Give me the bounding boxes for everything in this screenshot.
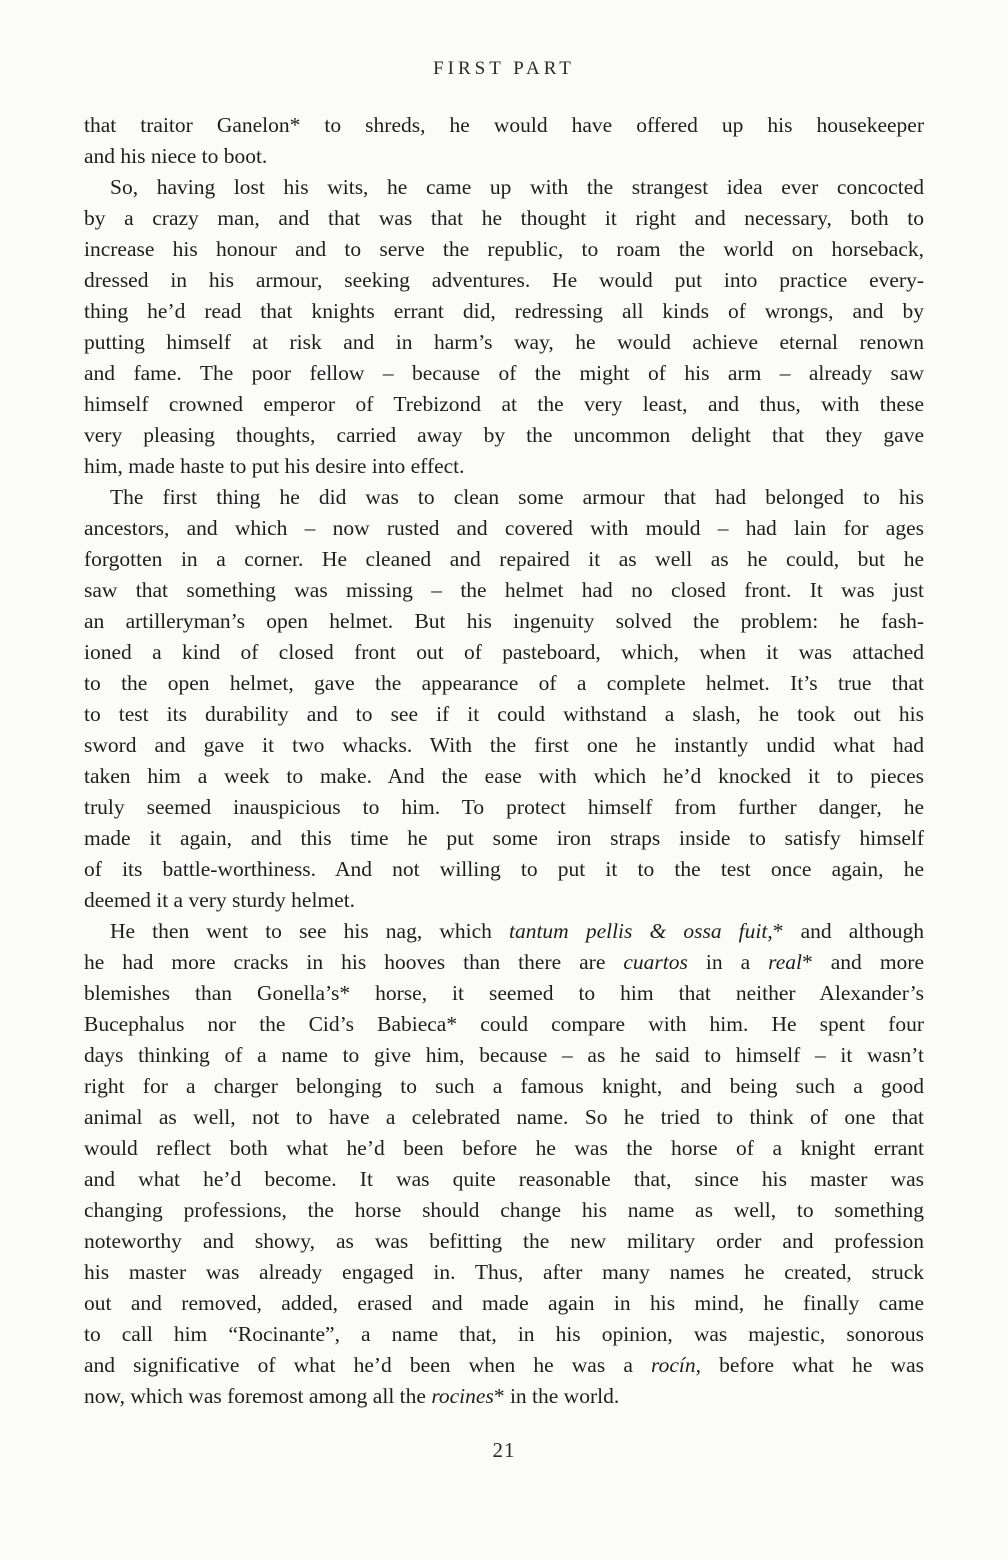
text-line — [84, 1350, 924, 1381]
text-segment: * and more — [802, 950, 924, 974]
page-number: 21 — [492, 1438, 516, 1462]
text-segment: sword and gave it two whacks. With the first one he instantly undid what had — [84, 733, 924, 757]
text-line — [84, 1133, 924, 1164]
text-segment: would reflect both what he’d been before he was the horse of a knight errant — [84, 1136, 924, 1160]
text-line — [84, 1009, 924, 1040]
text-segment: to the open helmet, gave the appearance of a complete helmet. It’s true that — [84, 671, 924, 695]
text-line — [84, 389, 924, 420]
paragraph — [84, 110, 924, 172]
text-segment: him, made haste to put his desire into effect. — [84, 454, 465, 478]
text-line — [84, 1257, 924, 1288]
text-segment: to call him “Rocinante”, a name that, in his opinion, was majestic, sonorous — [84, 1322, 924, 1346]
text-line — [84, 606, 924, 637]
running-head: FIRST PART — [433, 58, 575, 79]
text-segment: truly seemed inauspicious to him. To protect himself from further danger, he — [84, 795, 924, 819]
text-segment: an artilleryman’s open helmet. But his ingenuity solved the problem: he fash- — [84, 609, 924, 633]
text-line — [84, 575, 924, 606]
paragraph — [84, 172, 924, 482]
text-line — [84, 885, 924, 916]
text-line — [84, 854, 924, 885]
text-segment: increase his honour and to serve the republic, to roam the world on horseback, — [84, 237, 924, 261]
text-segment: Bucephalus nor the Cid’s Babieca* could compare with him. He spent four — [84, 1012, 924, 1036]
text-line — [84, 327, 924, 358]
text-line — [84, 1288, 924, 1319]
text-segment: ioned a kind of closed front out of pasteboard, which, when it was attached — [84, 640, 924, 664]
text-segment: his master was already engaged in. Thus, after many names he created, struck — [84, 1260, 924, 1284]
text-segment: and significative of what he’d been when he was a — [84, 1353, 652, 1377]
text-line — [84, 1195, 924, 1226]
text-line — [84, 730, 924, 761]
text-segment: deemed it a very sturdy helmet. — [84, 888, 356, 912]
text-segment: The first thing he did was to clean some armour that had belonged to his — [110, 485, 924, 509]
text-line — [84, 792, 924, 823]
text-segment: He then went to see his nag, which — [110, 919, 509, 943]
text-line — [84, 761, 924, 792]
text-segment: , before what he was — [695, 1353, 924, 1377]
text-line — [84, 978, 924, 1009]
text-line — [84, 1319, 924, 1350]
text-segment: by a crazy man, and that was that he thought it right and necessary, both to — [84, 206, 924, 230]
text-line — [84, 358, 924, 389]
text-segment: taken him a week to make. And the ease with which he’d knocked it to pieces — [84, 764, 924, 788]
text-segment: blemishes than Gonella’s* horse, it seemed to him that neither Alexander’s — [84, 981, 924, 1005]
text-line — [84, 451, 924, 482]
italic-text-segment: rocines — [431, 1384, 494, 1408]
text-line — [84, 265, 924, 296]
text-segment: and his niece to boot. — [84, 144, 268, 168]
text-line — [84, 513, 924, 544]
text-line — [84, 420, 924, 451]
text-segment: changing professions, the horse should change his name as well, to something — [84, 1198, 924, 1222]
text-line — [84, 110, 924, 141]
text-segment: very pleasing thoughts, carried away by the uncommon delight that they gave — [84, 423, 924, 447]
text-segment: So, having lost his wits, he came up with the strangest idea ever concocted — [110, 175, 924, 199]
text-line — [84, 234, 924, 265]
text-segment: to test its durability and to see if it could withstand a slash, he took out his — [84, 702, 924, 726]
text-segment: thing he’d read that knights errant did, redressing all kinds of wrongs, and by — [84, 299, 924, 323]
text-segment: of its battle-worthiness. And not willing to put it to the test once again, he — [84, 857, 924, 881]
text-line — [84, 482, 924, 513]
italic-text-segment: rocín — [651, 1353, 696, 1377]
text-line — [84, 668, 924, 699]
text-segment: that traitor Ganelon* to shreds, he would have offered up his housekeeper — [84, 113, 924, 137]
text-segment: and what he’d become. It was quite reasonable that, since his master was — [84, 1167, 924, 1191]
text-line — [84, 141, 924, 172]
text-segment: and fame. The poor fellow – because of the might of his arm – already saw — [84, 361, 924, 385]
page-body-text — [84, 110, 924, 1412]
text-line — [84, 1381, 924, 1412]
text-segment: animal as well, not to have a celebrated name. So he tried to think of one that — [84, 1105, 924, 1129]
text-line — [84, 544, 924, 575]
text-segment: saw that something was missing – the helmet had no closed front. It was just — [84, 578, 924, 602]
text-segment: now, which was foremost among all the — [84, 1384, 432, 1408]
italic-text-segment: real — [768, 950, 803, 974]
text-line — [84, 1164, 924, 1195]
text-segment: in a — [687, 950, 769, 974]
text-segment: days thinking of a name to give him, because – as he said to himself – it wasn’t — [84, 1043, 924, 1067]
paragraph — [84, 482, 924, 916]
text-line — [84, 1102, 924, 1133]
text-line — [84, 1226, 924, 1257]
text-line — [84, 947, 924, 978]
text-segment: himself crowned emperor of Trebizond at the very least, and thus, with these — [84, 392, 924, 416]
text-segment: putting himself at risk and in harm’s way, he would achieve eternal renown — [84, 330, 924, 354]
text-segment: made it again, and this time he put some iron straps inside to satisfy himself — [84, 826, 924, 850]
text-line — [84, 637, 924, 668]
paragraph — [84, 916, 924, 1412]
text-line — [84, 1040, 924, 1071]
text-segment: ,* and although — [767, 919, 924, 943]
text-line — [84, 296, 924, 327]
text-segment: * in the world. — [493, 1384, 620, 1408]
text-segment: dressed in his armour, seeking adventures. He would put into practice every- — [84, 268, 924, 292]
text-line — [84, 203, 924, 234]
text-segment: out and removed, added, erased and made again in his mind, he finally came — [84, 1291, 924, 1315]
text-segment: noteworthy and showy, as was befitting the new military order and profession — [84, 1229, 924, 1253]
text-segment: ancestors, and which – now rusted and covered with mould – had lain for ages — [84, 516, 924, 540]
text-segment: right for a charger belonging to such a famous knight, and being such a good — [84, 1074, 924, 1098]
text-segment: he had more cracks in his hooves than there are — [84, 950, 624, 974]
text-line — [84, 699, 924, 730]
text-line — [84, 172, 924, 203]
italic-text-segment: cuartos — [623, 950, 688, 974]
text-line — [84, 1071, 924, 1102]
text-line — [84, 823, 924, 854]
text-line — [84, 916, 924, 947]
italic-text-segment: tantum pellis & ossa fuit — [508, 919, 768, 943]
text-segment: forgotten in a corner. He cleaned and repaired it as well as he could, but he — [84, 547, 924, 571]
